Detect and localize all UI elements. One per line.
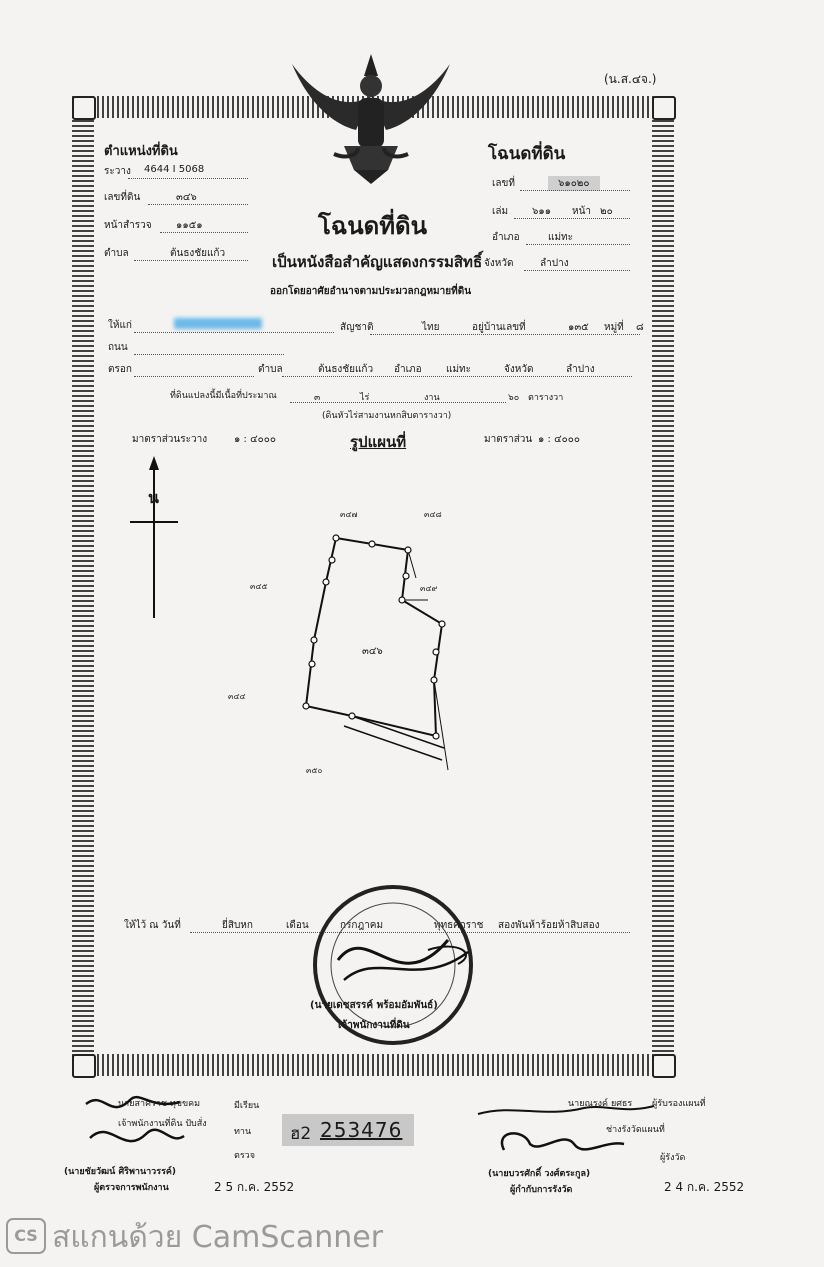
area-note: (ดินหัวไร่สามงานหกสิบตารางวา) bbox=[322, 411, 452, 421]
amphoe-value: แม่ทะ bbox=[548, 232, 573, 243]
page-value: ๒๐ bbox=[600, 206, 613, 217]
signer-title: เจ้าพนักงานที่ดิน bbox=[338, 1020, 410, 1031]
given-year-label: พุทธศักราช bbox=[434, 920, 484, 931]
right-label-3: ช่างรังวัดแผนที่ bbox=[606, 1125, 665, 1135]
given-month-value: กรกฎาคม bbox=[340, 920, 384, 931]
scale-left-label: มาตราส่วนระวาง bbox=[132, 434, 208, 445]
parcel-label: ๓๔๕ bbox=[250, 582, 268, 591]
left-signer-title: ผู้ตรวจการพนักงาน bbox=[94, 1183, 169, 1193]
road-label: ถนน bbox=[108, 342, 128, 353]
dotted-line bbox=[134, 260, 248, 261]
given-month-label: เดือน bbox=[286, 920, 309, 931]
location-title: ตำแหน่งที่ดิน bbox=[104, 144, 178, 159]
left-label-2: เจ้าพนักงานที่ดิน ปับสั่ง bbox=[118, 1119, 207, 1129]
province-value: ลำปาง bbox=[540, 258, 569, 269]
book-value: ๖๑๑ bbox=[532, 206, 552, 217]
tambon-label: ตำบล bbox=[104, 248, 129, 259]
signer-name: (นายเดชสรรค์ พร้อมอัมพันธ์) bbox=[310, 1000, 438, 1011]
dotted-line bbox=[514, 218, 630, 219]
area-rai-label: ไร่ bbox=[360, 393, 370, 403]
frame-corner bbox=[72, 1054, 96, 1078]
area-ngan-label: งาน bbox=[424, 393, 440, 403]
mid-label: ตรวจ bbox=[234, 1151, 256, 1161]
serial-prefix: ฮ2 bbox=[290, 1124, 312, 1144]
right-label-4: ผู้รังวัด bbox=[660, 1153, 686, 1163]
owner-province-value: ลำปาง bbox=[566, 364, 595, 375]
rawang-value: 4644 I 5068 bbox=[144, 164, 205, 175]
scale-left-value: ๑ : ๔๐๐๐ bbox=[234, 434, 276, 445]
book-label: เล่ม bbox=[492, 206, 509, 217]
owner-tambon-value: ต้นธงชัยแก้ว bbox=[318, 364, 374, 375]
left-label-1: นายสาคราช ทุขขคม bbox=[118, 1099, 201, 1109]
survey-value: ๑๑๕๑ bbox=[176, 220, 203, 231]
frame-corner bbox=[72, 96, 96, 120]
garuda-emblem-icon bbox=[288, 50, 454, 186]
north-label: น bbox=[148, 488, 159, 507]
dotted-line bbox=[520, 190, 630, 191]
frame-border-bottom bbox=[72, 1054, 674, 1076]
moo-value: ๘ bbox=[636, 322, 644, 333]
deed-title-right: โฉนดที่ดิน bbox=[488, 144, 566, 164]
address-value: ๑๓๕ bbox=[568, 322, 589, 333]
frame-corner bbox=[652, 96, 676, 120]
right-signer-title: ผู้กำกับการรังวัด bbox=[510, 1185, 573, 1195]
area-wa-value: ๖๐ bbox=[508, 393, 520, 403]
area-wa-label: ตารางวา bbox=[528, 393, 564, 403]
nationality-value: ไทย bbox=[422, 322, 440, 333]
frame-corner bbox=[652, 1054, 676, 1078]
land-no-value: ๓๔๖ bbox=[176, 192, 197, 203]
deed-no-value: ๖๑๐๒๐ bbox=[548, 176, 600, 191]
frame-border-left bbox=[72, 104, 94, 1062]
parcel-boundary bbox=[306, 538, 442, 736]
parcel-label: ๓๔๙ bbox=[420, 584, 438, 593]
parcel-label: ๓๔๔ bbox=[228, 692, 246, 701]
page-label: หน้า bbox=[572, 206, 592, 217]
dotted-line bbox=[290, 402, 506, 403]
given-year-value: สองพันห้าร้อยห้าสิบสอง bbox=[498, 920, 600, 931]
province-label: จังหวัด bbox=[484, 258, 514, 269]
owner-amphoe-value: แม่ทะ bbox=[446, 364, 471, 375]
area-rai-value: ๓ bbox=[314, 393, 321, 403]
owner-province-label: จังหวัด bbox=[504, 364, 534, 375]
dotted-line bbox=[370, 334, 640, 335]
nationality-label: สัญชาติ bbox=[340, 322, 374, 333]
left-signer-name: (นายชัยวัฒน์ ศิริพานาวรรค์) bbox=[64, 1167, 177, 1177]
dotted-line bbox=[134, 332, 334, 333]
mid-label: ทาน bbox=[234, 1127, 252, 1137]
deed-subtitle: เป็นหนังสือสำคัญแสดงกรรมสิทธิ์ bbox=[272, 253, 483, 271]
redacted-owner-name bbox=[174, 318, 262, 329]
given-at-label: ให้ไว้ ณ วันที่ bbox=[124, 920, 181, 931]
moo-label: หมู่ที่ bbox=[604, 322, 624, 333]
page-number: (น.ส.๔จ.) bbox=[604, 72, 657, 86]
dotted-line bbox=[134, 376, 254, 377]
owner-amphoe-label: อำเภอ bbox=[394, 364, 422, 375]
amphoe-label: อำเภอ bbox=[492, 232, 520, 243]
deed-no-label: เลขที่ bbox=[492, 178, 515, 189]
mid-label: มีเรียน bbox=[234, 1101, 260, 1111]
left-date: 2 5 ก.ค. 2552 bbox=[214, 1180, 295, 1194]
dotted-line bbox=[526, 244, 630, 245]
north-arrow-icon bbox=[124, 454, 184, 620]
camscanner-watermark: สแกนด้วย CamScanner bbox=[52, 1220, 384, 1255]
scale-right-value: ๑ : ๔๐๐๐ bbox=[538, 434, 580, 445]
soi-label: ตรอก bbox=[108, 364, 132, 375]
parcel-center-label: ๓๔๖ bbox=[362, 646, 383, 657]
address-label: อยู่บ้านเลขที่ bbox=[472, 322, 526, 333]
right-label-1: นายณรงค์ ยศธร bbox=[568, 1099, 633, 1109]
deed-main-title: โฉนดที่ดิน bbox=[318, 212, 428, 240]
dotted-line bbox=[148, 204, 248, 205]
right-signer-name: (นายบวรศักดิ์ วงศ์ตระกูล) bbox=[488, 1169, 591, 1179]
camscanner-logo-icon: CS bbox=[6, 1218, 46, 1254]
parcel-label: ๓๔๗ bbox=[340, 510, 358, 519]
scale-right-label: มาตราส่วน bbox=[484, 434, 533, 445]
parcel-label: ๓๕๐ bbox=[306, 766, 323, 775]
right-label-2: ผู้รับรองแผนที่ bbox=[652, 1099, 706, 1109]
issued-by-text: ออกโดยอาศัยอำนาจตามประมวลกฎหมายที่ดิน bbox=[270, 286, 472, 297]
dotted-line bbox=[128, 178, 248, 179]
owner-label: ให้แก่ bbox=[108, 320, 132, 331]
serial-number: 253476 bbox=[320, 1118, 403, 1142]
land-no-label: เลขที่ดิน bbox=[104, 192, 141, 203]
survey-label: หน้าสำรวจ bbox=[104, 220, 152, 231]
parcel-label: ๓๔๘ bbox=[424, 510, 442, 519]
dotted-line bbox=[160, 232, 248, 233]
map-title: รูปแผนที่ bbox=[350, 433, 407, 451]
dotted-line bbox=[134, 354, 284, 355]
dotted-line bbox=[524, 270, 630, 271]
frame-border-right bbox=[652, 104, 674, 1062]
given-day: ยี่สิบหก bbox=[222, 920, 253, 931]
tambon-value: ต้นธงชัยแก้ว bbox=[170, 248, 226, 259]
rawang-label: ระวาง bbox=[104, 166, 131, 177]
area-label: ที่ดินแปลงนี้มีเนื้อที่ประมาณ bbox=[170, 391, 277, 401]
dotted-line bbox=[282, 376, 632, 377]
right-date: 2 4 ก.ค. 2552 bbox=[664, 1180, 745, 1194]
owner-tambon-label: ตำบล bbox=[258, 364, 283, 375]
